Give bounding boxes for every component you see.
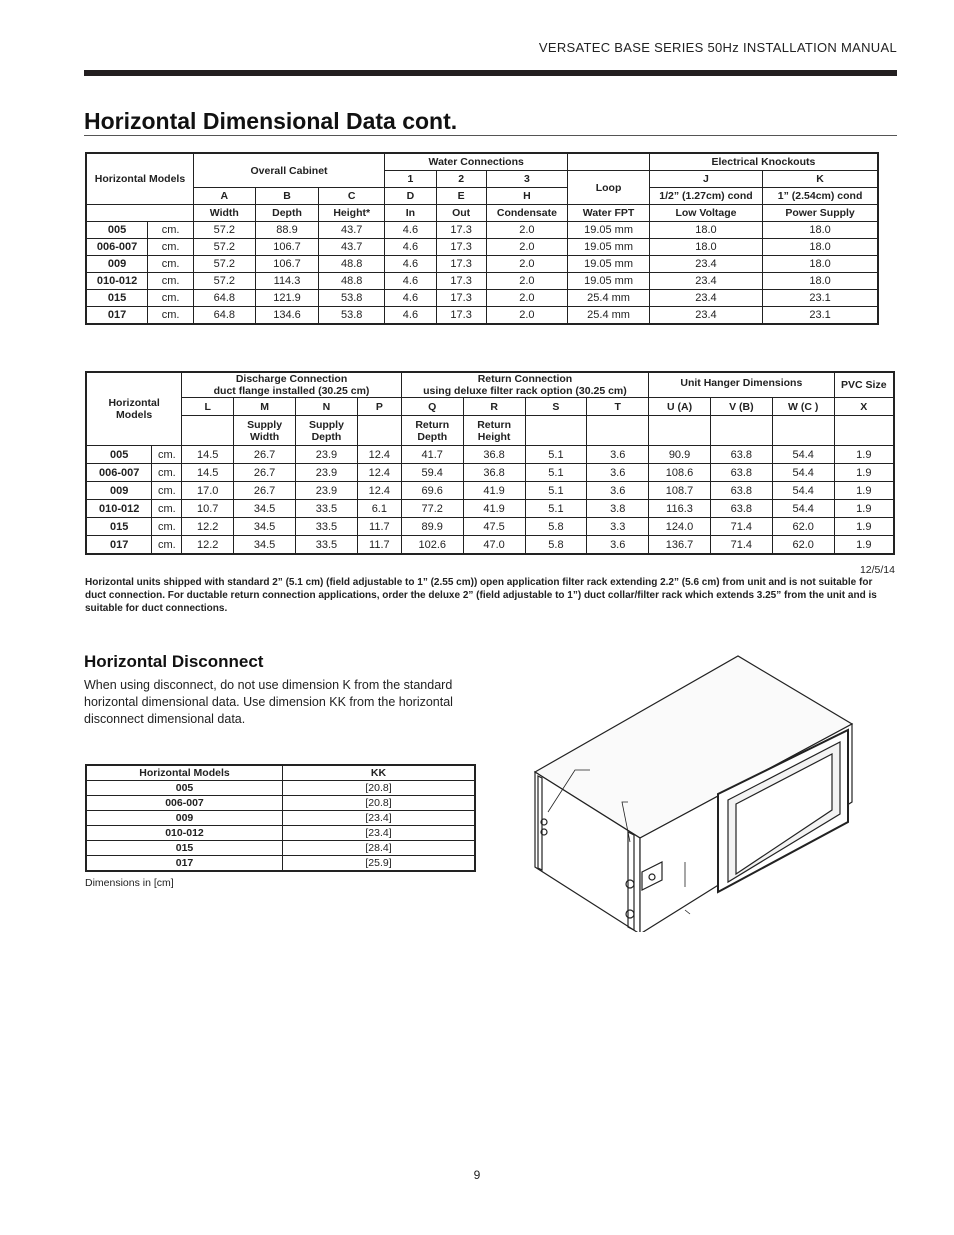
col-size: 1/2” (1.27cm) cond: [649, 188, 762, 205]
table-row: [86, 826, 475, 841]
value-cell: 63.8: [710, 464, 772, 482]
dimensional-table-2: [85, 371, 895, 555]
col-letter: L: [182, 398, 234, 416]
value-cell: 43.7: [319, 222, 385, 239]
return-line-1: Return Connection: [477, 373, 573, 385]
value-cell: 47.0: [463, 536, 525, 555]
col-desc: In: [385, 205, 437, 222]
col-desc: Condensate: [486, 205, 568, 222]
value-cell: 5.8: [525, 536, 587, 555]
header-rule: [84, 70, 897, 76]
desc-blank: [710, 416, 772, 446]
disconnect-heading: Horizontal Disconnect: [84, 652, 264, 671]
dimensional-table-1: [85, 152, 879, 325]
desc-blank: [357, 416, 401, 446]
value-cell: 25.4 mm: [568, 290, 650, 307]
value-cell: cm.: [152, 464, 182, 482]
loop-header-blank: [568, 153, 650, 171]
table-row: [86, 239, 878, 256]
col-letter: X: [834, 398, 894, 416]
value-cell: 1.9: [834, 518, 894, 536]
col-number: 2: [436, 171, 486, 188]
return-depth-desc: Return Depth: [401, 416, 463, 446]
value-cell: 4.6: [385, 239, 437, 256]
value-cell: 77.2: [401, 500, 463, 518]
value-cell: 64.8: [193, 290, 255, 307]
value-cell: 26.7: [234, 464, 296, 482]
value-cell: cm.: [152, 446, 182, 464]
table-row: [86, 811, 475, 826]
value-cell: 23.1: [763, 307, 878, 325]
value-cell: 33.5: [296, 518, 358, 536]
value-cell: 48.8: [319, 256, 385, 273]
model-cell: 015: [86, 290, 148, 307]
table-row: [86, 781, 475, 796]
value-cell: 36.8: [463, 464, 525, 482]
value-cell: 17.3: [436, 256, 486, 273]
value-cell: 108.6: [649, 464, 711, 482]
value-cell: 3.6: [587, 446, 649, 464]
value-cell: 23.9: [296, 482, 358, 500]
model-cell: 005: [86, 781, 283, 796]
table-row: [86, 856, 475, 872]
value-cell: 18.0: [763, 222, 878, 239]
disconnect-paragraph: When using disconnect, do not use dimension K from the standard horizontal dimensional data. Use dimension KK from the horizontal disconnect dimensional data.: [84, 678, 453, 726]
value-cell: 54.4: [772, 482, 834, 500]
value-cell: 54.4: [772, 500, 834, 518]
discharge-header: [182, 372, 402, 398]
value-cell: 10.7: [182, 500, 234, 518]
col-letter: B: [255, 188, 319, 205]
horizontal-unit-illustration: [530, 652, 870, 932]
manual-header: VERSATEC BASE SERIES 50Hz INSTALLATION MANUAL: [538, 40, 897, 55]
value-cell: 3.6: [587, 536, 649, 555]
value-cell: 2.0: [486, 222, 568, 239]
value-cell: 124.0: [649, 518, 711, 536]
value-cell: 34.5: [234, 500, 296, 518]
table-row: [86, 290, 878, 307]
value-cell: 63.8: [710, 446, 772, 464]
model-cell: 017: [86, 307, 148, 325]
value-cell: 1.9: [834, 500, 894, 518]
model-cell: 010-012: [86, 826, 283, 841]
table-row: [86, 273, 878, 290]
desc-blank: [649, 416, 711, 446]
return-header: [401, 372, 648, 398]
col-number: 3: [486, 171, 568, 188]
value-cell: 134.6: [255, 307, 319, 325]
revision-date: 12/5/14: [859, 564, 895, 576]
value-cell: 18.0: [763, 273, 878, 290]
value-cell: 23.4: [649, 307, 762, 325]
value-cell: 102.6: [401, 536, 463, 555]
value-cell: cm.: [148, 239, 194, 256]
col-letter: J: [649, 171, 762, 188]
value-cell: 3.8: [587, 500, 649, 518]
col-letter: K: [763, 171, 878, 188]
col-number: 1: [385, 171, 437, 188]
discharge-line-1: Discharge Connection: [235, 373, 348, 385]
value-cell: 18.0: [763, 256, 878, 273]
value-cell: 3.6: [587, 482, 649, 500]
value-cell: [28.4]: [283, 841, 476, 856]
overall-cabinet-header: Overall Cabinet: [193, 153, 384, 188]
table-row: [86, 796, 475, 811]
value-cell: cm.: [152, 482, 182, 500]
value-cell: 25.4 mm: [568, 307, 650, 325]
value-cell: 2.0: [486, 307, 568, 325]
value-cell: 12.4: [357, 446, 401, 464]
desc-blank: [182, 416, 234, 446]
value-cell: 121.9: [255, 290, 319, 307]
table-row: [86, 464, 894, 482]
desc-blank: [525, 416, 587, 446]
value-cell: cm.: [152, 518, 182, 536]
value-cell: 1.9: [834, 482, 894, 500]
table2-body: [86, 446, 894, 555]
value-cell: 54.4: [772, 446, 834, 464]
value-cell: 47.5: [463, 518, 525, 536]
col-letter: P: [357, 398, 401, 416]
electrical-knockouts-header: Electrical Knockouts: [649, 153, 878, 171]
hanger-header: Unit Hanger Dimensions: [649, 372, 834, 398]
value-cell: 2.0: [486, 256, 568, 273]
col-letter: C: [319, 188, 385, 205]
value-cell: 23.4: [649, 273, 762, 290]
value-cell: 4.6: [385, 222, 437, 239]
value-cell: 5.1: [525, 500, 587, 518]
value-cell: cm.: [148, 256, 194, 273]
value-cell: 2.0: [486, 273, 568, 290]
value-cell: 17.3: [436, 290, 486, 307]
value-cell: 23.9: [296, 464, 358, 482]
col-letter: U (A): [649, 398, 711, 416]
loop-header: Loop: [568, 171, 650, 205]
value-cell: 12.4: [357, 464, 401, 482]
value-cell: 23.9: [296, 446, 358, 464]
col-letter: Q: [401, 398, 463, 416]
model-cell: 005: [86, 446, 152, 464]
table-row: [86, 518, 894, 536]
model-cell: 015: [86, 841, 283, 856]
value-cell: 12.4: [357, 482, 401, 500]
return-line-2: using deluxe filter rack option (30.25 cm): [423, 385, 627, 397]
value-cell: 36.8: [463, 446, 525, 464]
value-cell: 14.5: [182, 446, 234, 464]
value-cell: 64.8: [193, 307, 255, 325]
value-cell: 11.7: [357, 536, 401, 555]
value-cell: 3.6: [587, 464, 649, 482]
supply-depth-desc: Supply Depth: [296, 416, 358, 446]
col-letter: D: [385, 188, 437, 205]
value-cell: 14.5: [182, 464, 234, 482]
kk-table: [85, 764, 476, 872]
value-cell: 26.7: [234, 446, 296, 464]
model-cell: 010-012: [86, 273, 148, 290]
value-cell: cm.: [148, 222, 194, 239]
value-cell: 1.9: [834, 536, 894, 555]
value-cell: 11.7: [357, 518, 401, 536]
desc-blank: [834, 416, 894, 446]
value-cell: 90.9: [649, 446, 711, 464]
value-cell: [23.4]: [283, 811, 476, 826]
value-cell: 57.2: [193, 222, 255, 239]
table-row: [86, 841, 475, 856]
value-cell: 63.8: [710, 482, 772, 500]
value-cell: 4.6: [385, 273, 437, 290]
col-letter: N: [296, 398, 358, 416]
value-cell: [20.8]: [283, 796, 476, 811]
kk-table-body: [86, 781, 475, 872]
value-cell: 23.4: [649, 290, 762, 307]
value-cell: 48.8: [319, 273, 385, 290]
value-cell: 18.0: [763, 239, 878, 256]
value-cell: 106.7: [255, 256, 319, 273]
model-cell: 010-012: [86, 500, 152, 518]
col-letter: R: [463, 398, 525, 416]
value-cell: 19.05 mm: [568, 273, 650, 290]
value-cell: 34.5: [234, 518, 296, 536]
value-cell: 43.7: [319, 239, 385, 256]
kk-footnote: Dimensions in [cm]: [85, 877, 174, 889]
value-cell: 19.05 mm: [568, 256, 650, 273]
value-cell: 17.0: [182, 482, 234, 500]
model-cell: 009: [86, 482, 152, 500]
table-row: [86, 482, 894, 500]
col-letter: T: [587, 398, 649, 416]
col-letter: M: [234, 398, 296, 416]
value-cell: 18.0: [649, 239, 762, 256]
value-cell: 17.3: [436, 239, 486, 256]
col-letter: H: [486, 188, 568, 205]
value-cell: 19.05 mm: [568, 222, 650, 239]
value-cell: 54.4: [772, 464, 834, 482]
value-cell: 89.9: [401, 518, 463, 536]
value-cell: [25.9]: [283, 856, 476, 872]
model-cell: 015: [86, 518, 152, 536]
value-cell: 4.6: [385, 307, 437, 325]
col-letter: E: [436, 188, 486, 205]
table-row: [86, 256, 878, 273]
col-desc: Out: [436, 205, 486, 222]
col-letter: W (C ): [772, 398, 834, 416]
value-cell: 53.8: [319, 307, 385, 325]
value-cell: 33.5: [296, 500, 358, 518]
value-cell: 26.7: [234, 482, 296, 500]
value-cell: [20.8]: [283, 781, 476, 796]
value-cell: 12.2: [182, 518, 234, 536]
page-title: Horizontal Dimensional Data cont.: [84, 108, 458, 134]
return-height-desc: Return Height: [463, 416, 525, 446]
pvc-header: PVC Size: [834, 372, 894, 398]
col-desc: Water FPT: [568, 205, 650, 222]
col-letter: V (B): [710, 398, 772, 416]
value-cell: 41.7: [401, 446, 463, 464]
value-cell: 17.3: [436, 307, 486, 325]
desc-blank: [86, 205, 193, 222]
discharge-line-2: duct flange installed (30.25 cm): [213, 385, 370, 397]
value-cell: 23.1: [763, 290, 878, 307]
value-cell: 2.0: [486, 239, 568, 256]
value-cell: 71.4: [710, 536, 772, 555]
value-cell: cm.: [152, 536, 182, 555]
value-cell: 33.5: [296, 536, 358, 555]
value-cell: 18.0: [649, 222, 762, 239]
value-cell: 108.7: [649, 482, 711, 500]
value-cell: cm.: [148, 307, 194, 325]
model-cell: 006-007: [86, 464, 152, 482]
value-cell: 63.8: [710, 500, 772, 518]
value-cell: 41.9: [463, 482, 525, 500]
col-letter: S: [525, 398, 587, 416]
table1-body: [86, 222, 878, 325]
col-desc: Depth: [255, 205, 319, 222]
supply-width-desc: Supply Width: [234, 416, 296, 446]
value-cell: 1.9: [834, 446, 894, 464]
table-row: [86, 307, 878, 325]
value-cell: 114.3: [255, 273, 319, 290]
value-cell: 5.8: [525, 518, 587, 536]
value-cell: 59.4: [401, 464, 463, 482]
filter-rack-note: Horizontal units shipped with standard 2” (5.1 cm) (field adjustable to 1” (2.55 cm)) open application filter rack extending 2.2” (5.6 cm) from unit and is not suitable for duct connection. For ductable return connection applications, order the deluxe 2” (field adjustable to 1”) duct collar/filter rack which extends 3.25” from the unit and is suitable for duct connections.: [85, 577, 877, 614]
value-cell: cm.: [148, 273, 194, 290]
value-cell: 1.9: [834, 464, 894, 482]
value-cell: 3.3: [587, 518, 649, 536]
value-cell: 5.1: [525, 482, 587, 500]
model-cell: 006-007: [86, 239, 148, 256]
model-cell: 005: [86, 222, 148, 239]
value-cell: 19.05 mm: [568, 239, 650, 256]
value-cell: 69.6: [401, 482, 463, 500]
col-desc: Power Supply: [763, 205, 878, 222]
models-header: Horizontal Models: [86, 153, 193, 205]
table-row: [86, 446, 894, 464]
col-desc: Width: [193, 205, 255, 222]
kk-header: KK: [283, 765, 476, 781]
model-cell: 009: [86, 811, 283, 826]
value-cell: 4.6: [385, 256, 437, 273]
value-cell: 71.4: [710, 518, 772, 536]
value-cell: 41.9: [463, 500, 525, 518]
kk-models-header: Horizontal Models: [86, 765, 283, 781]
value-cell: 88.9: [255, 222, 319, 239]
value-cell: 5.1: [525, 464, 587, 482]
value-cell: 6.1: [357, 500, 401, 518]
value-cell: 4.6: [385, 290, 437, 307]
value-cell: [23.4]: [283, 826, 476, 841]
value-cell: cm.: [152, 500, 182, 518]
value-cell: 57.2: [193, 239, 255, 256]
value-cell: 17.3: [436, 222, 486, 239]
water-connections-header: Water Connections: [385, 153, 568, 171]
desc-blank: [587, 416, 649, 446]
table-row: [86, 500, 894, 518]
col-letter: A: [193, 188, 255, 205]
value-cell: 2.0: [486, 290, 568, 307]
table-row: [86, 536, 894, 555]
value-cell: 12.2: [182, 536, 234, 555]
col-desc: Low Voltage: [649, 205, 762, 222]
col-desc: Height*: [319, 205, 385, 222]
models-header: Horizontal Models: [86, 372, 182, 446]
model-cell: 017: [86, 856, 283, 872]
col-size: 1” (2.54cm) cond: [763, 188, 878, 205]
model-cell: 017: [86, 536, 152, 555]
value-cell: 57.2: [193, 273, 255, 290]
desc-blank: [772, 416, 834, 446]
value-cell: 62.0: [772, 536, 834, 555]
value-cell: 136.7: [649, 536, 711, 555]
value-cell: 34.5: [234, 536, 296, 555]
value-cell: 57.2: [193, 256, 255, 273]
value-cell: 5.1: [525, 446, 587, 464]
page-number: 9: [473, 1168, 481, 1182]
value-cell: cm.: [148, 290, 194, 307]
value-cell: 116.3: [649, 500, 711, 518]
value-cell: 23.4: [649, 256, 762, 273]
value-cell: 106.7: [255, 239, 319, 256]
model-cell: 009: [86, 256, 148, 273]
title-underline: [84, 135, 897, 136]
model-cell: 006-007: [86, 796, 283, 811]
table-row: [86, 222, 878, 239]
value-cell: 53.8: [319, 290, 385, 307]
value-cell: 17.3: [436, 273, 486, 290]
value-cell: 62.0: [772, 518, 834, 536]
